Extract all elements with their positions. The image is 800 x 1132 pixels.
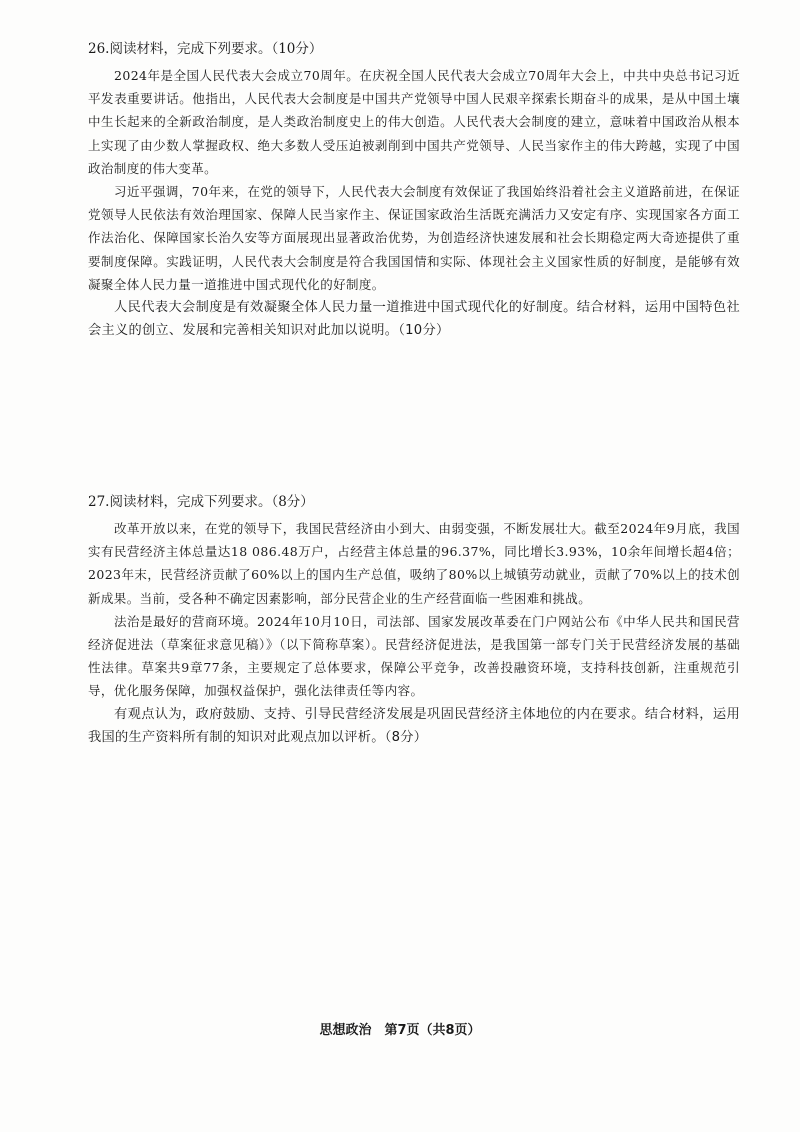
question-27-material-paragraph-2: 法治是最好的营商环境。2024年10月10日，司法部、国家发展改革委在门户网站公布《中华人民共和国民营经济促进法（草案征求意见稿）》（以下简称草案）。民营经济促进法，是我国第一部专门关于民营经济发展的基础性法律。草案共9章77条，主要规定了总体要求，保障公平竞争，改善投融资环境，支持科技创新，注重规范引导，优化服务保障，加强权益保护，强化法律责任等内容。 (88, 613, 740, 699)
question-26-requirement: 人民代表大会制度是有效凝聚全体人民力量一道推进中国式现代化的好制度。结合材料，运用中国特色社会主义的创立、发展和完善相关知识对此加以说明。（10分） (88, 300, 740, 339)
question-26-title: 26.阅读材料，完成下列要求。（10分） (88, 41, 323, 57)
question-27-material-paragraph-1: 改革开放以来，在党的领导下，我国民营经济由小到大、由弱变强，不断发展壮大。截至2024年9月底，我国实有民营经济主体总量达18 086.48万户，占经营主体总量的96.37%，同比增长3.93%，10余年间增长超4倍；2023年末，民营经济贡献了60%以上的国内生产总值，吸纳了80%以上城镇劳动就业，贡献了70%以上的技术创新成果。当前，受各种不确定因素影响，部分民营企业的生产经营面临一些困难和挑战。 (88, 521, 740, 606)
question-26-material-paragraph-2: 习近平强调，70年来，在党的领导下，人民代表大会制度有效保证了我国始终沿着社会主义道路前进，在保证党领导人民依法有效治理国家、保障人民当家作主、保证国家政治生活既充满活力又安定有序、实现国家各方面工作法治化、保障国家长治久安等方面展现出显著政治优势，为创造经济快速发展和社会长期稳定两大奇迹提供了重要制度保障。实践证明，人民代表大会制度是符合我国国情和实际、体现社会主义国家性质的好制度，是能够有效凝聚全体人民力量一道推进中国式现代化的好制度。 (88, 184, 740, 292)
page-footer: 思想政治 第7页（共8页） (319, 1023, 481, 1038)
question-27 (88, 493, 740, 749)
question-26 (88, 40, 740, 342)
question-26-material-paragraph-1: 2024年是全国人民代表大会成立70周年。在庆祝全国人民代表大会成立70周年大会上，中共中央总书记习近平发表重要讲话。他指出，人民代表大会制度是中国共产党领导中国人民艰辛探索长期奋斗的成果，是从中国土壤中生长起来的全新政治制度，是人类政治制度史上的伟大创造。人民代表大会制度的建立，意味着中国政治从根本上实现了由少数人掌握政权、绝大多数人受压迫被剥削到中国共产党领导、人民当家作主的伟大跨越，实现了中国政治制度的伟大变革。 (88, 68, 740, 176)
question-27-title: 27.阅读材料，完成下列要求。（8分） (88, 494, 314, 510)
question-27-requirement: 有观点认为，政府鼓励、支持、引导民营经济发展是巩固民营经济主体地位的内在要求。结合材料，运用我国的生产资料所有制的知识对此观点加以评析。（8分） (88, 706, 740, 745)
